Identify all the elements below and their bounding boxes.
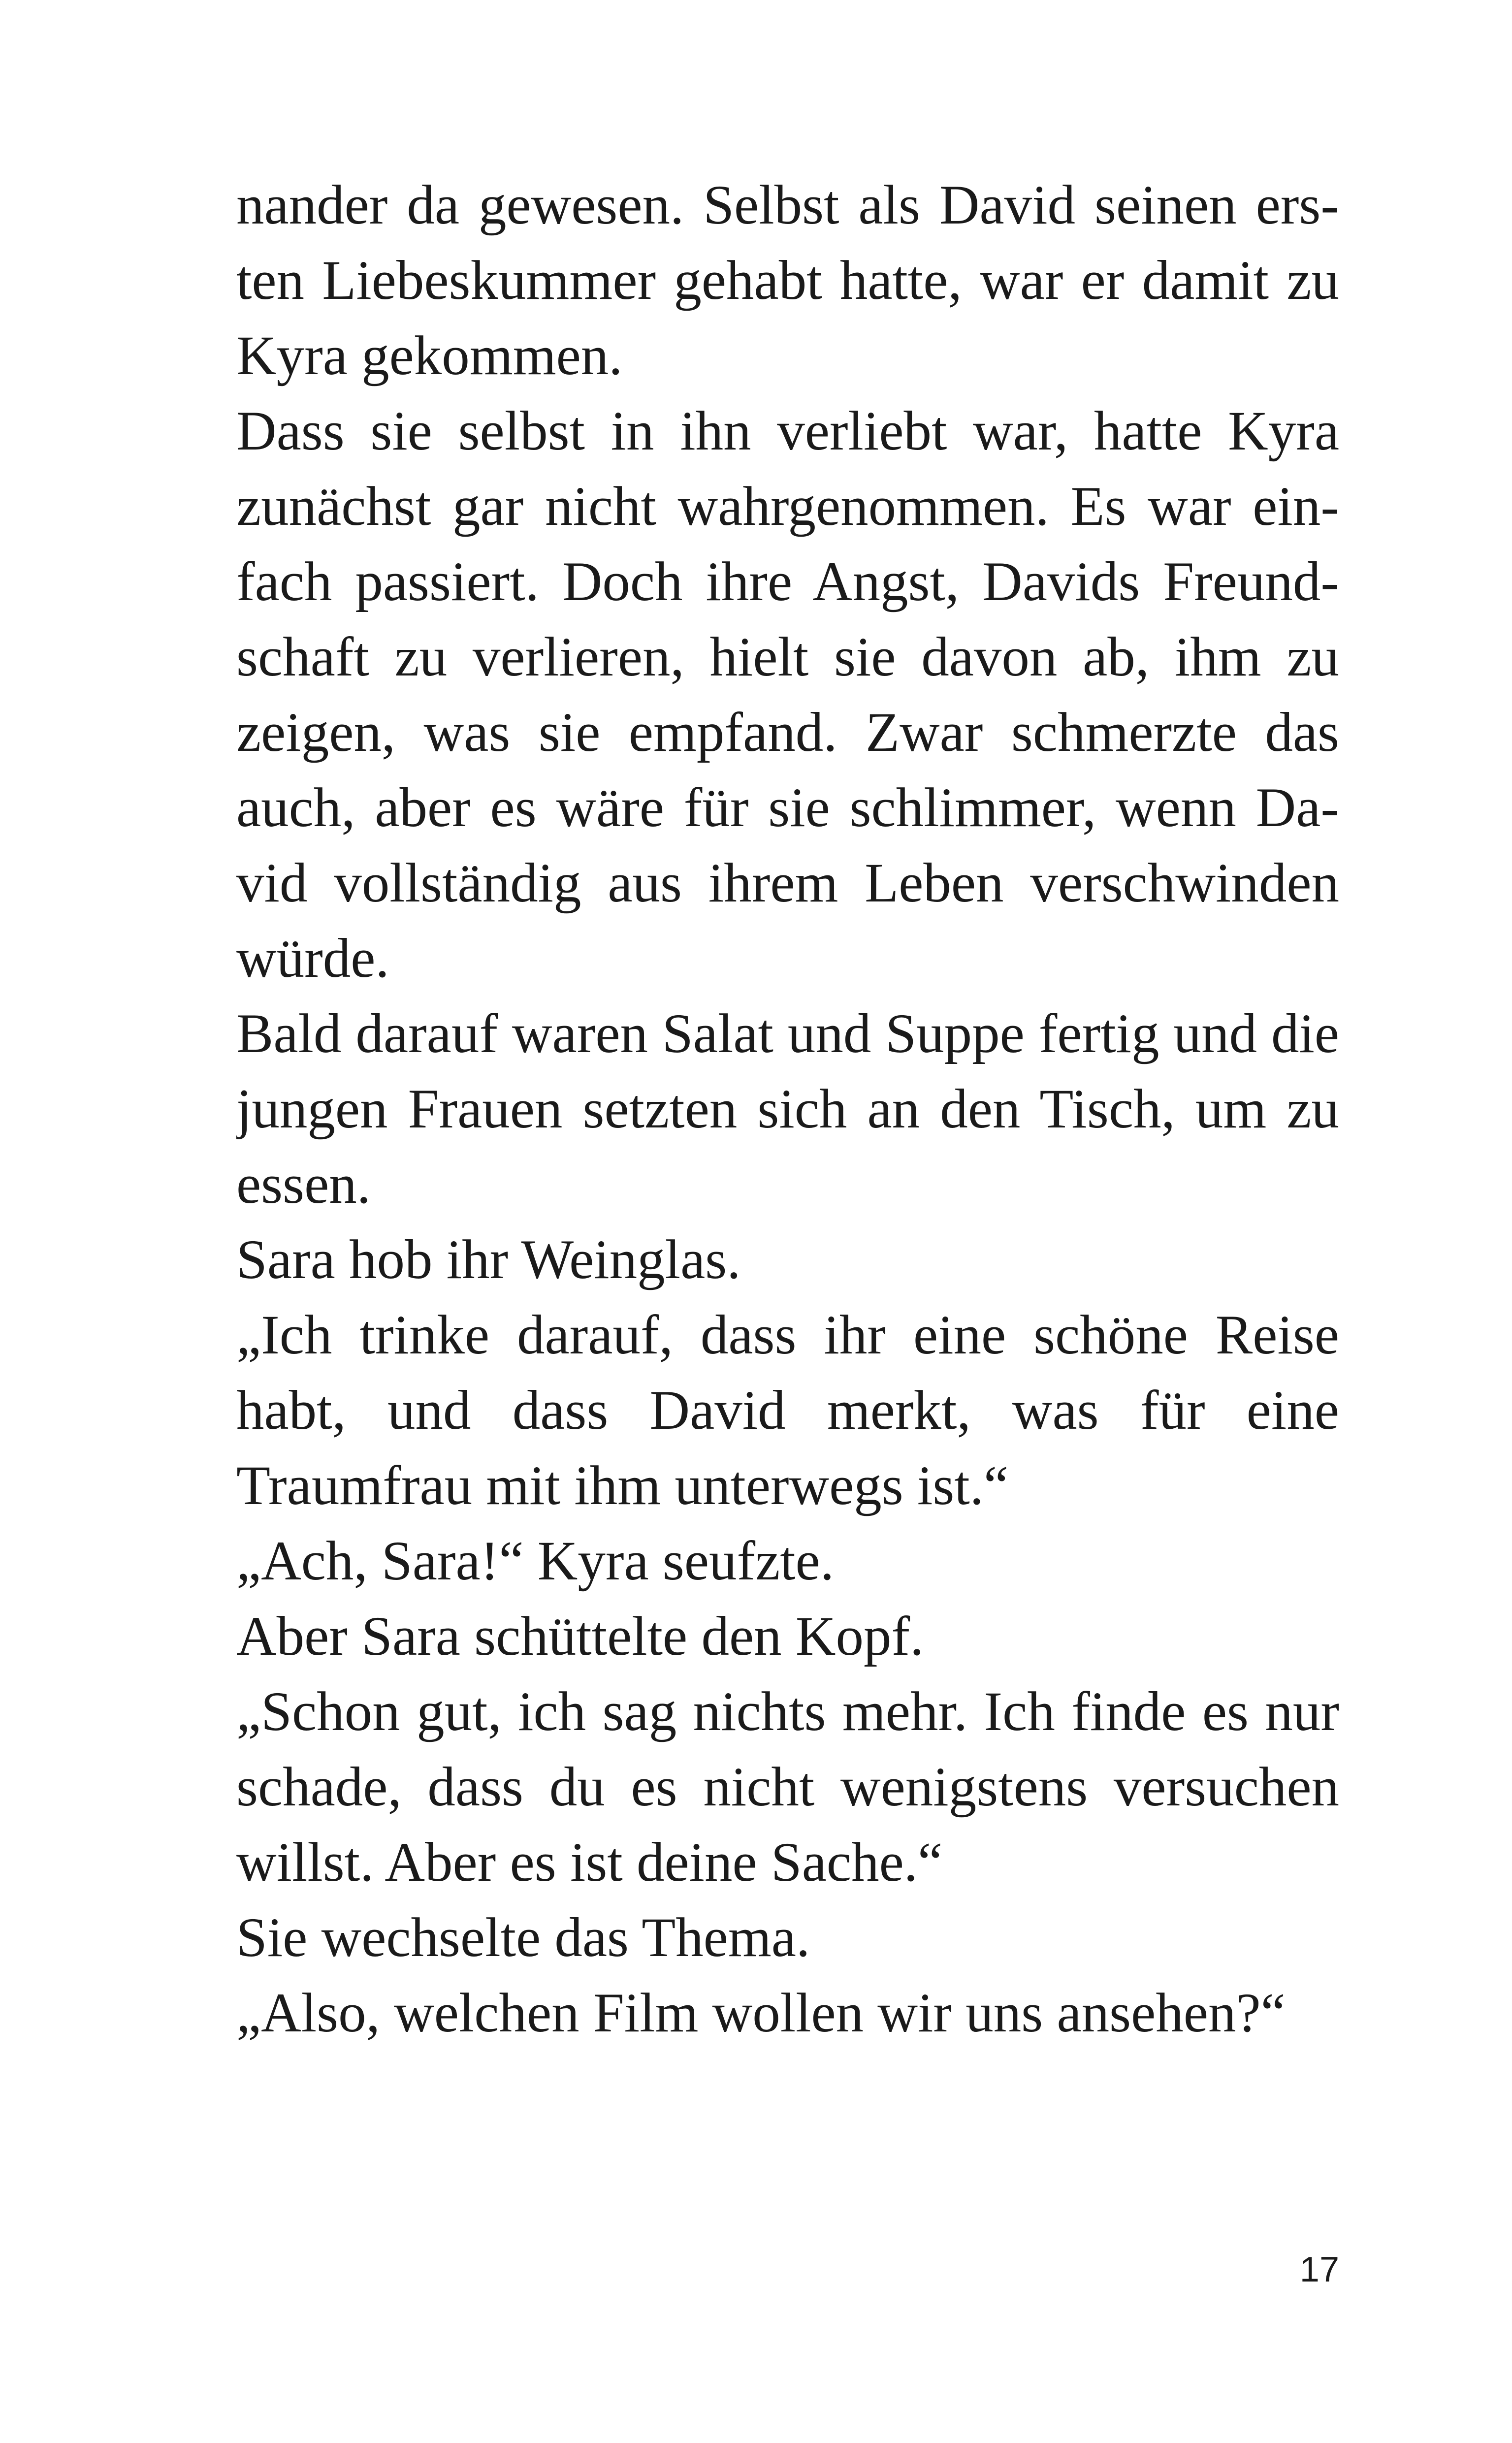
text-line: auch, aber es wäre für sie schlimmer, wenn Da- <box>236 777 1339 838</box>
text-line: Bald darauf waren Salat und Suppe fertig und die <box>236 1003 1339 1064</box>
page-number: 17 <box>1299 2250 1339 2289</box>
text-line: Aber Sara schüttelte den Kopf. <box>236 1606 924 1667</box>
text-line: habt, und dass David merkt, was für eine <box>236 1380 1339 1441</box>
text-line: Traumfrau mit ihm unterwegs ist.“ <box>236 1455 1009 1516</box>
text-line: zeigen, was sie empfand. Zwar schmerzte das <box>236 702 1339 763</box>
text-line: willst. Aber es ist deine Sache.“ <box>236 1832 943 1893</box>
text-line: „Also, welchen Film wollen wir uns ansehen?“ <box>236 1982 1286 2044</box>
text-line: „Ach, Sara!“ Kyra seufzte. <box>236 1530 835 1592</box>
text-line: zunächst gar nicht wahrgenommen. Es war ein- <box>236 476 1339 537</box>
text-line: schade, dass du es nicht wenigstens versuchen <box>236 1756 1339 1818</box>
text-line: jungen Frauen setzten sich an den Tisch, um zu <box>236 1078 1339 1140</box>
text-line: essen. <box>236 1154 371 1215</box>
text-line: Sie wechselte das Thema. <box>236 1907 810 1968</box>
body-text <box>236 167 1339 2051</box>
text-line: ten Liebeskummer gehabt hatte, war er damit zu <box>236 250 1339 311</box>
text-line: fach passiert. Doch ihre Angst, Davids Freund- <box>236 551 1339 612</box>
text-line: Dass sie selbst in ihn verliebt war, hatte Kyra <box>236 400 1339 462</box>
text-line: „Ich trinke darauf, dass ihr eine schöne Reise <box>236 1304 1339 1366</box>
text-line: „Schon gut, ich sag nichts mehr. Ich finde es nur <box>236 1681 1339 1742</box>
text-line: Sara hob ihr Weinglas. <box>236 1229 741 1290</box>
text-line: nander da gewesen. Selbst als David seinen ers- <box>236 174 1339 236</box>
text-line: würde. <box>236 928 389 989</box>
text-line: schaft zu verlieren, hielt sie davon ab, ihm zu <box>236 626 1339 688</box>
text-line: Kyra gekommen. <box>236 325 623 386</box>
text-line: vid vollständig aus ihrem Leben verschwinden <box>236 852 1339 914</box>
